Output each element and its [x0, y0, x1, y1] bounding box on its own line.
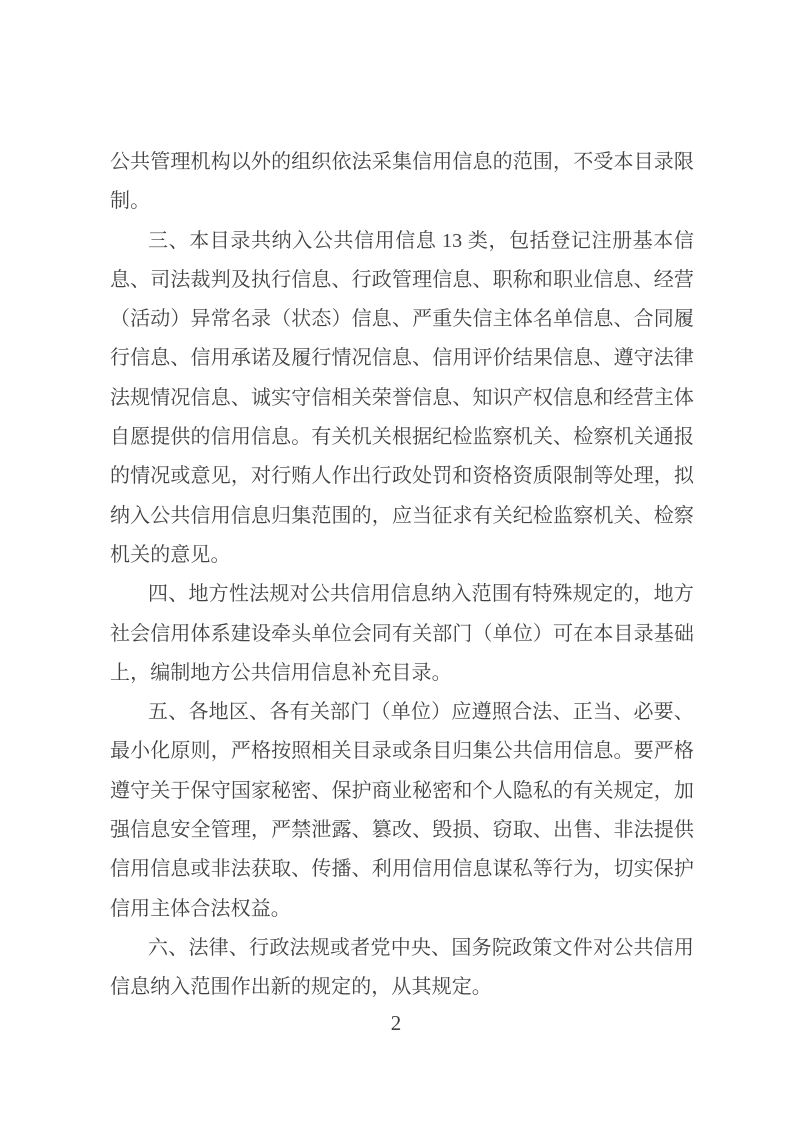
text-line: 行信息、信用承诺及履行情况信息、信用评价结果信息、遵守法律: [110, 347, 694, 370]
text-line: 六、法律、行政法规或者党中央、国务院政策文件对公共信用: [148, 936, 694, 959]
text-line: 制。: [110, 190, 151, 213]
text-line: 四、地方性法规对公共信用信息纳入范围有特殊规定的，地方: [148, 583, 694, 606]
text-line: 最小化原则，严格按照相关目录或条目归集公共信用信息。要严格: [110, 740, 694, 763]
text-line: 信息纳入范围作出新的规定的，从其规定。: [110, 976, 492, 999]
text-line: 社会信用体系建设牵头单位会同有关部门（单位）可在本目录基础: [110, 622, 694, 645]
text-line: 自愿提供的信用信息。有关机关根据纪检监察机关、检察机关通报: [110, 426, 694, 449]
text-line: 息、司法裁判及执行信息、行政管理信息、职称和职业信息、经营: [110, 268, 694, 291]
text-line: 三、本目录共纳入公共信用信息 13 类，包括登记注册基本信: [148, 229, 694, 252]
text-line: 纳入公共信用信息归集范围的，应当征求有关纪检监察机关、检察: [110, 504, 694, 527]
text-line: 公共管理机构以外的组织依法采集信用信息的范围，不受本目录限: [110, 151, 694, 173]
text-line: 信用信息或非法获取、传播、利用信用信息谋私等行为，切实保护: [110, 858, 694, 881]
text-line: 上，编制地方公共信用信息补充目录。: [110, 661, 452, 684]
text-line: 遵守关于保守国家秘密、保护商业秘密和个人隐私的有关规定，加: [110, 779, 694, 802]
text-line: 机关的意见。: [110, 543, 231, 566]
document-body: [110, 143, 694, 1008]
text-line: 信用主体合法权益。: [110, 897, 291, 920]
page-number: 2: [390, 1011, 402, 1035]
text-line: （活动）异常名录（状态）信息、严重失信主体名单信息、合同履: [110, 308, 694, 331]
text-line: 的情况或意见，对行贿人作出行政处罚和资格资质限制等处理，拟: [110, 465, 694, 488]
text-line: 强信息安全管理，严禁泄露、篡改、毁损、窃取、出售、非法提供: [110, 819, 694, 842]
text-line: 法规情况信息、诚实守信相关荣誉信息、知识产权信息和经营主体: [110, 386, 694, 409]
text-line: 五、各地区、各有关部门（单位）应遵照合法、正当、必要、: [148, 701, 694, 724]
